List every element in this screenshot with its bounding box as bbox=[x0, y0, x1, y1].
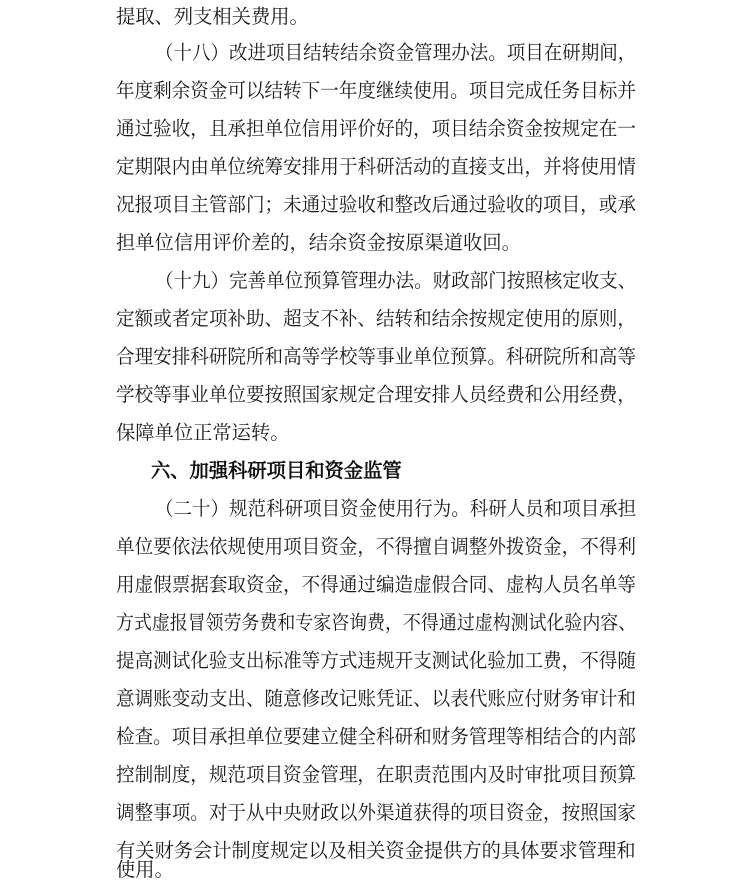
paragraph-line: 合理安排科研院所和高等学校等事业单位预算。科研院所和高等 bbox=[116, 345, 636, 368]
paragraph-line: 提高测试化验支出标准等方式违规开支测试化验加工费，不得随 bbox=[116, 649, 636, 672]
paragraph-line: 年度剩余资金可以结转下一年度继续使用。项目完成任务目标并 bbox=[116, 79, 636, 102]
paragraph-line: 况报项目主管部门；未通过验收和整改后通过验收的项目，或承 bbox=[116, 193, 636, 216]
section-heading: 六、加强科研项目和资金监管 bbox=[151, 459, 402, 482]
paragraph-line: 单位要依法依规使用项目资金，不得擅自调整外拨资金，不得利 bbox=[116, 535, 636, 558]
paragraph-line: （十九）完善单位预算管理办法。财政部门按照核定收支、 bbox=[155, 269, 637, 292]
paragraph-line: 定额或者定项补助、超支不补、结转和结余按规定使用的原则， bbox=[116, 307, 636, 330]
paragraph-line: 担单位信用评价差的，结余资金按原渠道收回。 bbox=[116, 231, 521, 254]
paragraph-line: 使用。 bbox=[116, 858, 174, 881]
paragraph-line: 保障单位正常运转。 bbox=[116, 421, 290, 444]
paragraph-line: （二十）规范科研项目资金使用行为。科研人员和项目承担 bbox=[155, 497, 637, 520]
paragraph-line: 控制制度，规范项目资金管理，在职责范围内及时审批项目预算 bbox=[116, 763, 636, 786]
paragraph-line: 通过验收，且承担单位信用评价好的，项目结余资金按规定在一 bbox=[116, 117, 636, 140]
paragraph-line: 方式虚报冒领劳务费和专家咨询费，不得通过虚构测试化验内容、 bbox=[116, 611, 637, 634]
paragraph-line: 检查。项目承担单位要建立健全科研和财务管理等相结合的内部 bbox=[116, 725, 636, 748]
paragraph-line: 提取、列支相关费用。 bbox=[116, 5, 309, 28]
paragraph-line: 用虚假票据套取资金，不得通过编造虚假合同、虚构人员名单等 bbox=[116, 573, 636, 596]
paragraph-line: （十八）改进项目结转结余资金管理办法。项目在研期间， bbox=[155, 41, 637, 64]
paragraph-line: 调整事项。对于从中央财政以外渠道获得的项目资金，按照国家 bbox=[116, 801, 636, 824]
paragraph-line: 学校等事业单位要按照国家规定合理安排人员经费和公用经费， bbox=[116, 383, 636, 406]
paragraph-line: 定期限内由单位统筹安排用于科研活动的直接支出，并将使用情 bbox=[116, 155, 636, 178]
paragraph-line: 意调账变动支出、随意修改记账凭证、以表代账应付财务审计和 bbox=[116, 687, 636, 710]
paragraph-line: 有关财务会计制度规定以及相关资金提供方的具体要求管理和 bbox=[116, 839, 636, 862]
